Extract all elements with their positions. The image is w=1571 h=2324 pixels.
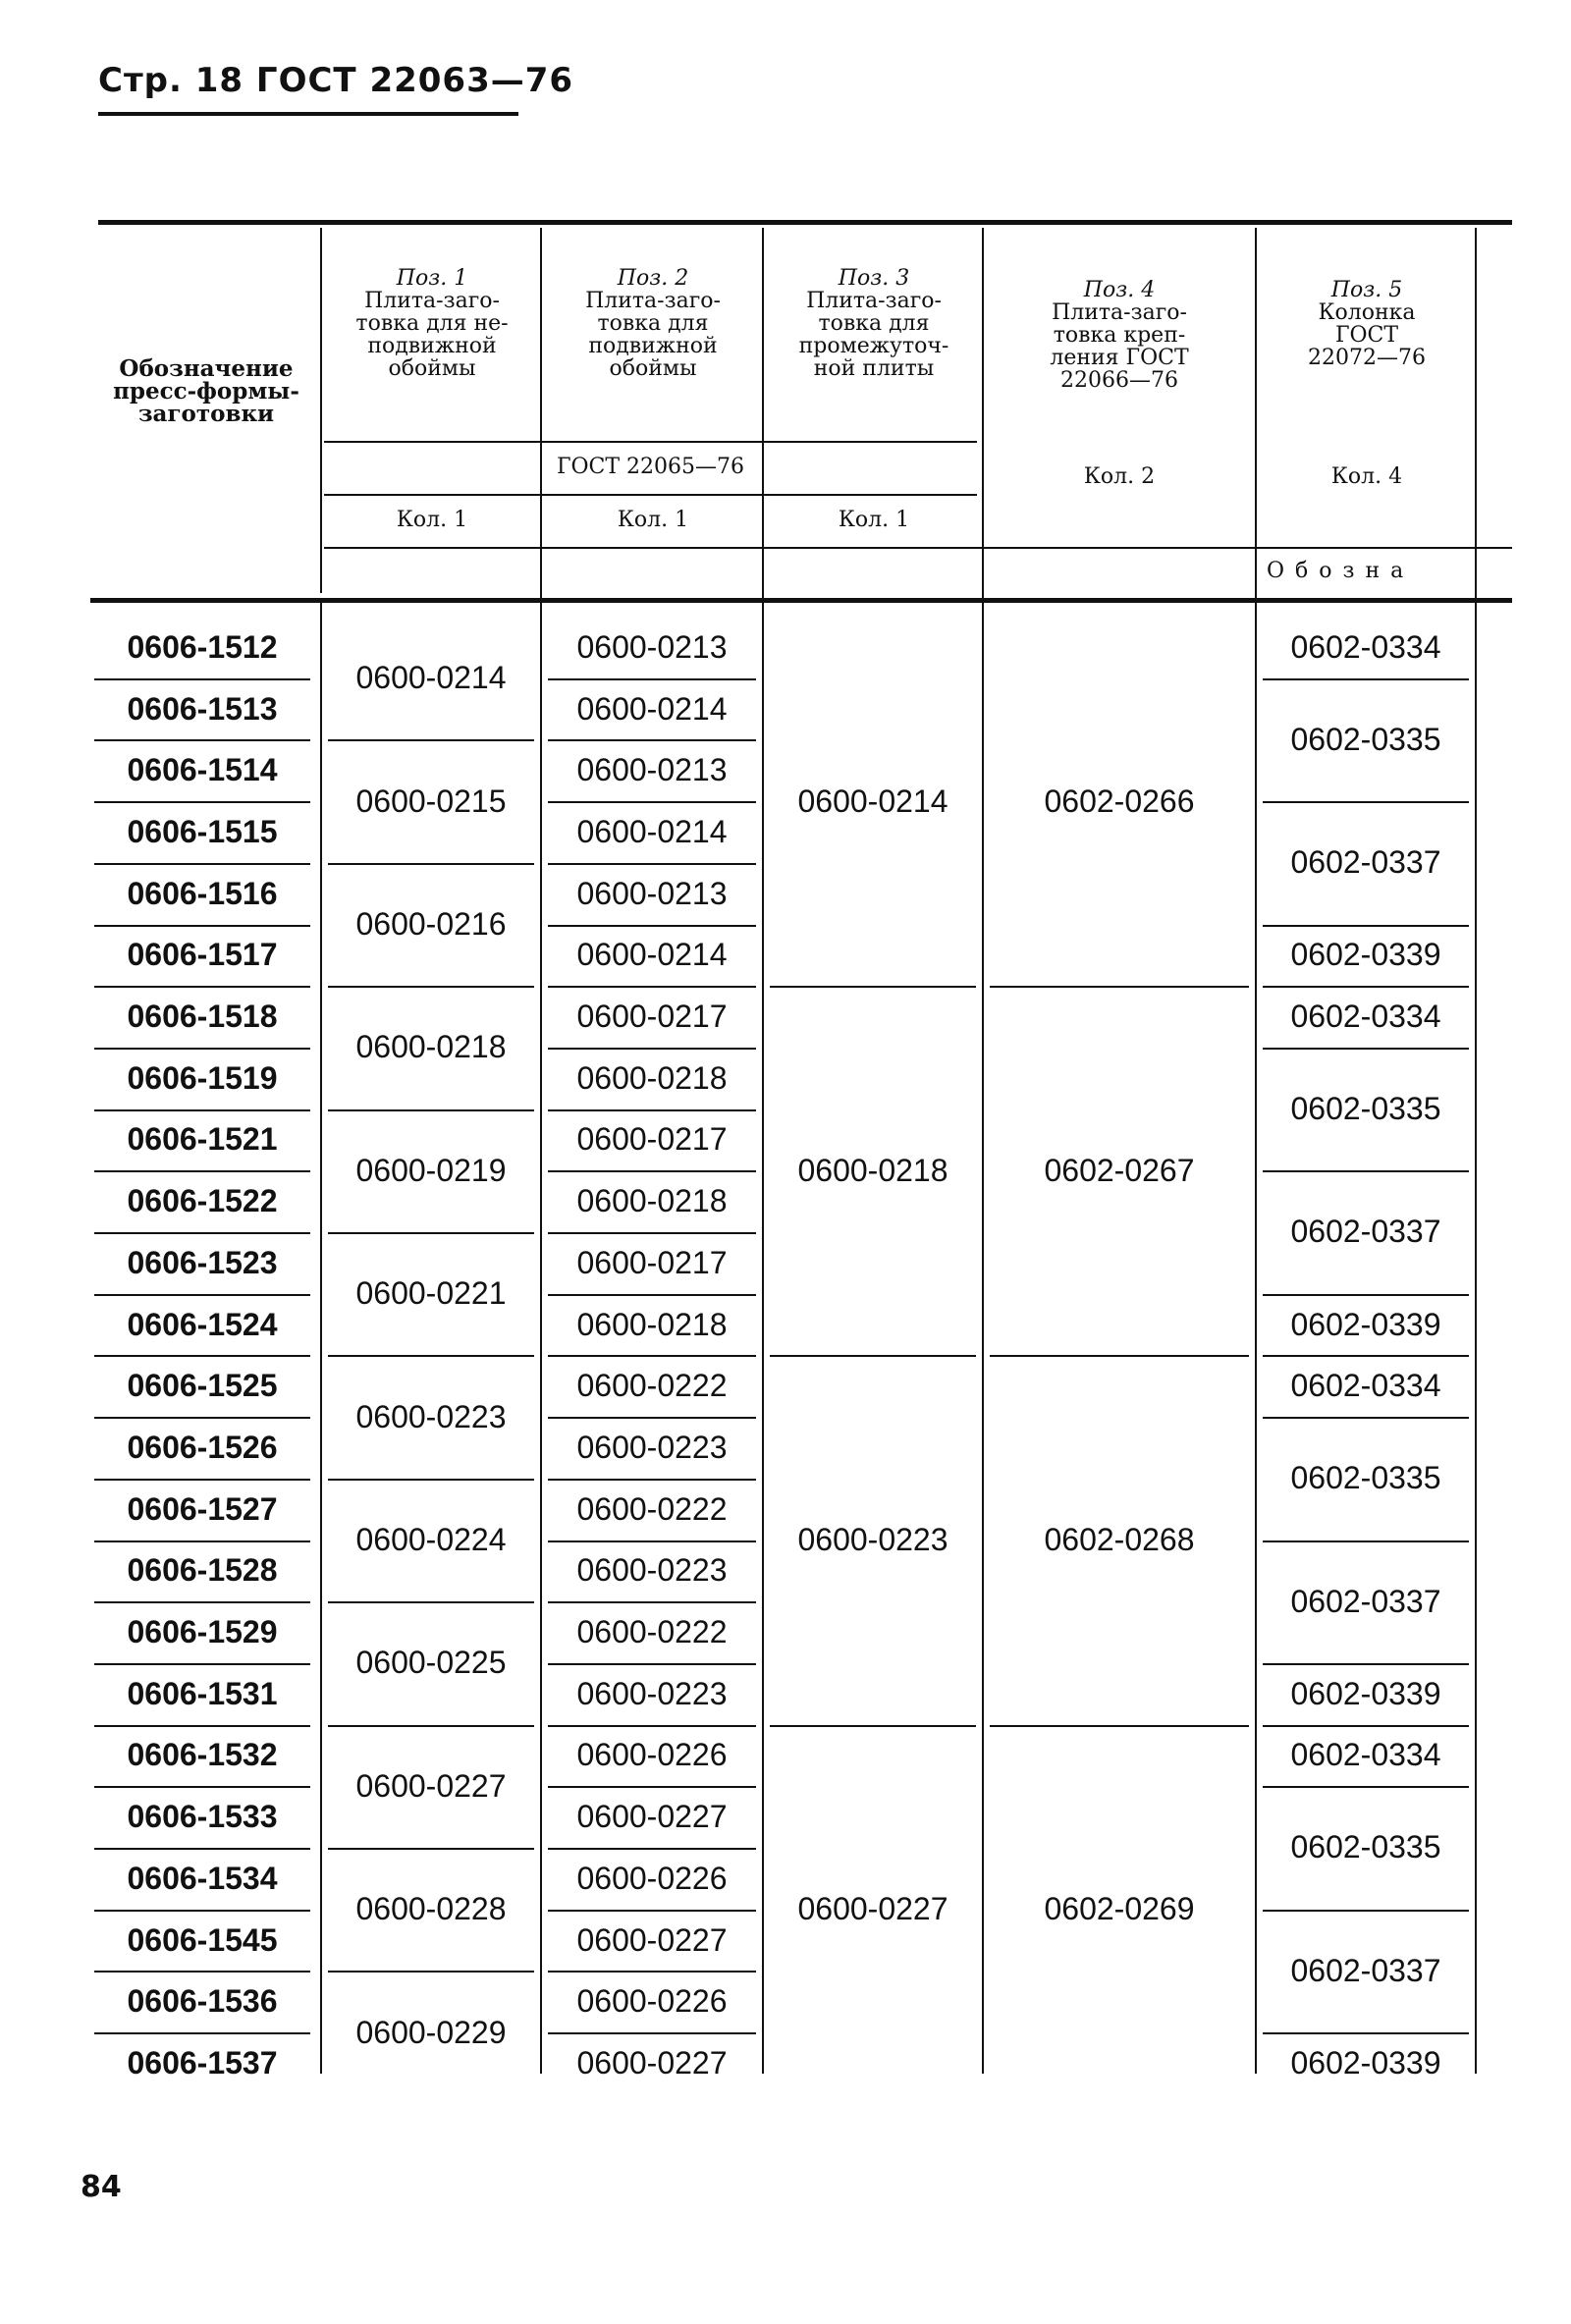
designation-cell: 0606-1522 — [127, 1183, 278, 1219]
pos3-cell: 0600-0223 — [797, 1521, 948, 1557]
pos2-cell: 0600-0218 — [576, 1059, 728, 1096]
pos5-cell: 0602-0335 — [1290, 1460, 1441, 1496]
pos5-cell: 0602-0339 — [1290, 1675, 1441, 1711]
designation-cell: 0606-1514 — [127, 752, 278, 788]
col-divider-left-body — [320, 601, 322, 2074]
designation-cell: 0606-1526 — [127, 1429, 278, 1465]
designation-cell: 0606-1527 — [127, 1490, 278, 1527]
pos2-cell: 0600-0217 — [576, 1121, 728, 1158]
gost-span-label: ГОСТ 22065—76 — [556, 455, 745, 479]
col-divider-2 — [762, 228, 764, 2074]
qty-pos2: Кол. 1 — [617, 508, 689, 532]
pos1-cell: 0600-0221 — [355, 1275, 507, 1312]
pos2-cell: 0600-0227 — [576, 1921, 728, 1958]
pos2-cell: 0600-0226 — [576, 1737, 728, 1773]
pos1-cell: 0600-0218 — [355, 1029, 507, 1065]
pos2-cell: 0600-0218 — [576, 1183, 728, 1219]
col-divider-5 — [1475, 228, 1477, 2074]
qty-pos1: Кол. 1 — [396, 508, 468, 532]
pos1-cell: 0600-0214 — [355, 660, 507, 696]
page-number: 84 — [81, 2170, 122, 2204]
header-pos3: Поз. 3 Плита-заго- товка для промежуточ- ной плиты — [798, 266, 949, 381]
gost-span-bottom-rule — [324, 494, 977, 496]
pos2-cell: 0600-0227 — [576, 2044, 728, 2081]
pos4-cell: 0602-0268 — [1044, 1521, 1195, 1557]
designation-cell: 0606-1512 — [127, 628, 278, 665]
header-bottom-rule-2 — [90, 598, 1512, 603]
pos5-cell: 0602-0339 — [1290, 2044, 1441, 2081]
designation-cell: 0606-1528 — [127, 1552, 278, 1589]
pos5-cell: 0602-0339 — [1290, 1306, 1441, 1342]
designation-cell: 0606-1525 — [127, 1368, 278, 1404]
pos2-cell: 0600-0214 — [576, 937, 728, 973]
pos4-cell: 0602-0266 — [1044, 783, 1195, 819]
designation-cell: 0606-1518 — [127, 999, 278, 1035]
header-pos5: Поз. 5 Колонка ГОСТ 22072—76 — [1308, 278, 1426, 370]
pos2-cell: 0600-0223 — [576, 1675, 728, 1711]
designation-cell: 0606-1513 — [127, 690, 278, 727]
pos5-cell: 0602-0339 — [1290, 937, 1441, 973]
pos1-cell: 0600-0227 — [355, 1767, 507, 1804]
pos5-cell: 0602-0334 — [1290, 1737, 1441, 1773]
pos2-cell: 0600-0213 — [576, 752, 728, 788]
pos5-cell: 0602-0335 — [1290, 721, 1441, 757]
pos2-cell: 0600-0213 — [576, 875, 728, 911]
designation-cell: 0606-1545 — [127, 1921, 278, 1958]
pos2-cell: 0600-0222 — [576, 1368, 728, 1404]
pos2-cell: 0600-0217 — [576, 1244, 728, 1280]
pos3-cell: 0600-0218 — [797, 1152, 948, 1188]
qty-pos4: Кол. 2 — [1083, 464, 1156, 489]
pos2-cell: 0600-0226 — [576, 1860, 728, 1896]
designation-cell: 0606-1515 — [127, 813, 278, 849]
pos2-cell: 0600-0223 — [576, 1552, 728, 1589]
pos1-cell: 0600-0216 — [355, 905, 507, 942]
col-divider-1 — [540, 228, 542, 2074]
header-pos4: Поз. 4 Плита-заго- товка креп- ления ГОСТ 22066—76 — [1050, 278, 1189, 393]
gost-span-top-rule — [324, 441, 977, 443]
pos1-cell: 0600-0228 — [355, 1891, 507, 1927]
designation-cell: 0606-1521 — [127, 1121, 278, 1158]
qty-pos5: Кол. 4 — [1330, 464, 1403, 489]
pos2-cell: 0600-0213 — [576, 628, 728, 665]
pos2-cell: 0600-0226 — [576, 1983, 728, 2020]
col-divider-4 — [1255, 228, 1257, 2074]
pos2-cell: 0600-0227 — [576, 1799, 728, 1835]
designation-cell: 0606-1519 — [127, 1059, 278, 1096]
pos1-cell: 0600-0223 — [355, 1398, 507, 1434]
designation-cell: 0606-1534 — [127, 1860, 278, 1896]
pos2-cell: 0600-0222 — [576, 1490, 728, 1527]
qty-pos3: Кол. 1 — [838, 508, 910, 532]
pos1-cell: 0600-0225 — [355, 1645, 507, 1681]
pos2-cell: 0600-0223 — [576, 1429, 728, 1465]
pos2-cell: 0600-0218 — [576, 1306, 728, 1342]
designation-cell: 0606-1536 — [127, 1983, 278, 2020]
pos2-cell: 0600-0214 — [576, 690, 728, 727]
pos4-cell: 0602-0267 — [1044, 1152, 1195, 1188]
pos2-cell: 0600-0222 — [576, 1614, 728, 1650]
pos5-cell: 0602-0334 — [1290, 1368, 1441, 1404]
pos1-cell: 0600-0224 — [355, 1521, 507, 1557]
designation-cell: 0606-1533 — [127, 1799, 278, 1835]
table-top-rule — [98, 220, 1512, 225]
pos5-cell: 0602-0337 — [1290, 1214, 1441, 1250]
pos5-cell: 0602-0334 — [1290, 628, 1441, 665]
pos5-cell: 0602-0337 — [1290, 1952, 1441, 1988]
header-bottom-rule-1 — [324, 547, 1512, 549]
pos5-cell: 0602-0337 — [1290, 1583, 1441, 1619]
pos5-cell: 0602-0335 — [1290, 1829, 1441, 1865]
pos1-cell: 0600-0219 — [355, 1152, 507, 1188]
header-pos2: Поз. 2 Плита-заго- товка для подвижной обоймы — [585, 266, 721, 381]
oboz-label: О б о з н а — [1267, 559, 1406, 583]
designation-cell: 0606-1523 — [127, 1244, 278, 1280]
designation-cell: 0606-1517 — [127, 937, 278, 973]
designation-cell: 0606-1516 — [127, 875, 278, 911]
pos3-cell: 0600-0214 — [797, 783, 948, 819]
header-designation: Обозначение пресс-формы- заготовки — [113, 355, 299, 427]
designation-cell: 0606-1537 — [127, 2044, 278, 2081]
pos1-cell: 0600-0229 — [355, 2014, 507, 2050]
pos5-cell: 0602-0334 — [1290, 999, 1441, 1035]
header-rule — [98, 112, 518, 116]
pos1-cell: 0600-0215 — [355, 783, 507, 819]
designation-cell: 0606-1532 — [127, 1737, 278, 1773]
col-divider-3 — [982, 228, 984, 2074]
pos4-cell: 0602-0269 — [1044, 1891, 1195, 1927]
designation-cell: 0606-1529 — [127, 1614, 278, 1650]
pos2-cell: 0600-0214 — [576, 813, 728, 849]
pos5-cell: 0602-0337 — [1290, 844, 1441, 881]
designation-cell: 0606-1531 — [127, 1675, 278, 1711]
pos2-cell: 0600-0217 — [576, 999, 728, 1035]
pos3-cell: 0600-0227 — [797, 1891, 948, 1927]
pos5-cell: 0602-0335 — [1290, 1091, 1441, 1127]
header-pos1: Поз. 1 Плита-заго- товка для не- подвижной обоймы — [355, 266, 509, 381]
page-header: Стр. 18 ГОСТ 22063—76 — [98, 61, 574, 100]
col-divider-0 — [320, 228, 322, 593]
designation-cell: 0606-1524 — [127, 1306, 278, 1342]
